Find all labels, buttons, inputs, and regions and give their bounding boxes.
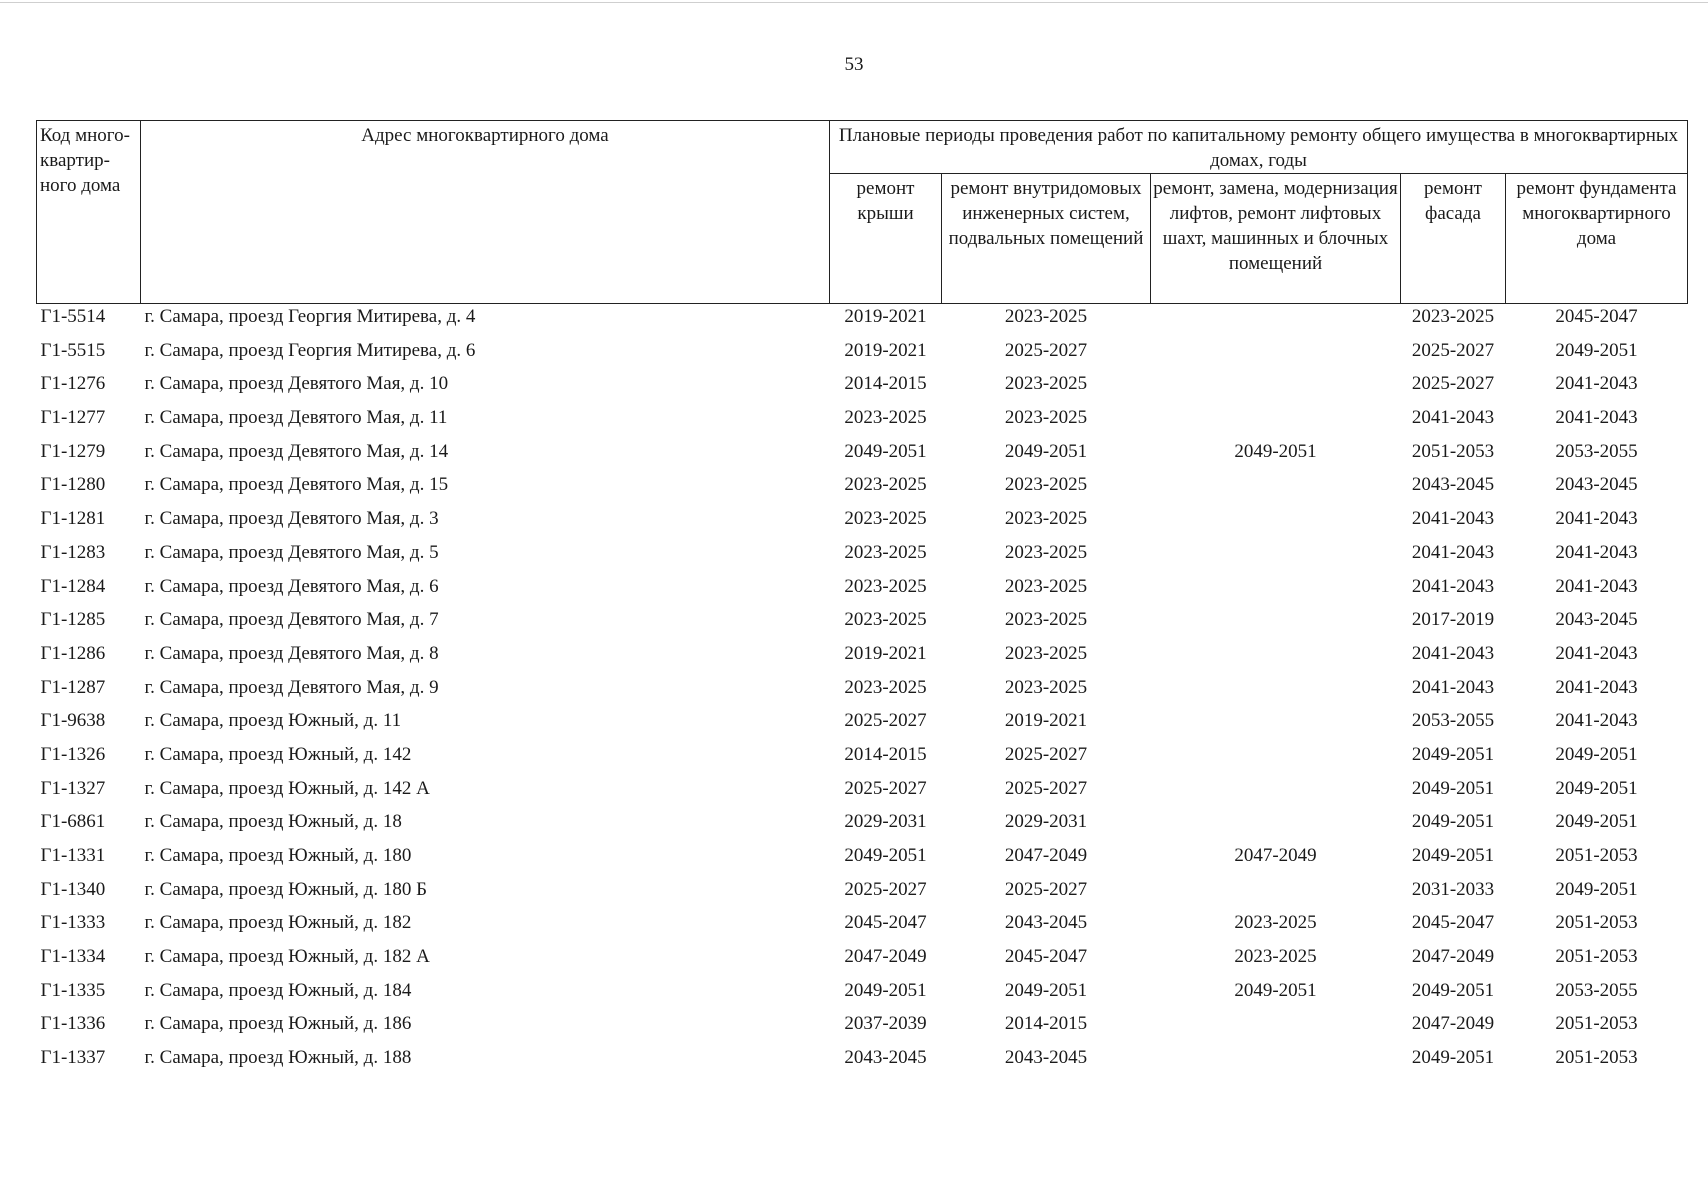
cell-engineering: 2049-2051: [1004, 440, 1088, 462]
cell-elevators: [1151, 742, 1401, 776]
header-elevators: ремонт, замена, модернизация лифтов, ремонт лифтовых шахт, машинных и блочных помещений: [1151, 174, 1401, 304]
cell-roof: 2023-2025: [844, 676, 927, 698]
table-row: [37, 910, 1688, 944]
table-row: [37, 405, 1688, 439]
top-rule: [0, 2, 1708, 3]
cell-facade: 2045-2047: [1411, 912, 1495, 934]
cell-elevators: [1151, 506, 1401, 540]
cell-foundation: 2045-2047: [1555, 306, 1638, 327]
cell-address: г. Самара, проезд Южный, д. 182: [144, 912, 412, 934]
table-row: [37, 540, 1688, 574]
cell-facade: 2041-2043: [1411, 642, 1495, 664]
cell-foundation: 2049-2051: [1555, 878, 1638, 900]
cell-facade: 2041-2043: [1411, 541, 1495, 563]
cell-engineering: 2049-2051: [1004, 979, 1088, 1001]
cell-code: Г1-1277: [40, 407, 106, 429]
cell-engineering: 2023-2025: [1004, 642, 1088, 664]
cell-address: г. Самара, проезд Южный, д. 180: [144, 845, 412, 866]
cell-foundation: 2051-2053: [1555, 1047, 1638, 1069]
cell-foundation: 2041-2043: [1555, 508, 1638, 530]
cell-address: г. Самара, проезд Девятого Мая, д. 10: [144, 373, 449, 395]
table-row: [37, 371, 1688, 405]
cell-code: Г1-1333: [40, 912, 106, 934]
cell-code: Г1-1340: [40, 878, 106, 900]
cell-code: Г1-1276: [40, 373, 106, 395]
cell-foundation: 2041-2043: [1555, 373, 1638, 395]
cell-elevators: [1151, 540, 1401, 574]
table-row: [37, 843, 1688, 877]
cell-roof: 2043-2045: [844, 1047, 927, 1069]
table-row: [37, 742, 1688, 776]
cell-address: г. Самара, проезд Южный, д. 184: [144, 979, 412, 1001]
cell-address: г. Самара, проезд Девятого Мая, д. 9: [144, 676, 439, 698]
cell-code: Г1-1281: [40, 508, 106, 530]
cell-address: г. Самара, проезд Южный, д. 18: [144, 811, 402, 833]
cell-engineering: 2023-2025: [1004, 575, 1088, 597]
cell-address: г. Самара, проезд Девятого Мая, д. 7: [144, 609, 439, 631]
cell-engineering: 2025-2027: [1004, 777, 1088, 799]
cell-engineering: 2025-2027: [1004, 878, 1088, 900]
cell-elevators: 2023-2025: [1234, 946, 1317, 968]
cell-engineering: 2023-2025: [1004, 609, 1088, 631]
cell-address: г. Самара, проезд Южный, д. 182 А: [144, 946, 430, 968]
header-roof: ремонт крыши: [830, 174, 942, 304]
cell-facade: 2025-2027: [1411, 339, 1495, 361]
cell-facade: 2049-2051: [1411, 845, 1495, 866]
cell-foundation: 2041-2043: [1555, 676, 1638, 698]
cell-address: г. Самара, проезд Девятого Мая, д. 15: [144, 474, 449, 496]
cell-engineering: 2043-2045: [1004, 1047, 1088, 1069]
cell-code: Г1-1285: [40, 609, 106, 631]
cell-engineering: 2029-2031: [1004, 811, 1088, 833]
table-row: [37, 776, 1688, 810]
cell-elevators: [1151, 338, 1401, 372]
cell-elevators: [1151, 708, 1401, 742]
header-facade: ремонт фасада: [1401, 174, 1506, 304]
cell-address: г. Самара, проезд Южный, д. 11: [144, 710, 402, 732]
cell-address: г. Самара, проезд Георгия Митирева, д. 6: [144, 339, 476, 361]
header-address: Адрес многоквартирного дома: [141, 121, 830, 304]
table-row: [37, 439, 1688, 473]
cell-facade: 2053-2055: [1411, 710, 1495, 732]
cell-code: Г1-1336: [40, 1013, 106, 1035]
cell-engineering: 2019-2021: [1004, 710, 1088, 732]
cell-facade: 2047-2049: [1411, 1013, 1495, 1035]
cell-roof: 2023-2025: [844, 575, 927, 597]
cell-address: г. Самара, проезд Южный, д. 142: [144, 743, 412, 765]
cell-foundation: 2051-2053: [1555, 912, 1638, 934]
cell-elevators: 2047-2049: [1234, 845, 1317, 866]
cell-facade: 2049-2051: [1411, 1047, 1495, 1069]
cell-facade: 2041-2043: [1411, 575, 1495, 597]
cell-address: г. Самара, проезд Девятого Мая, д. 3: [144, 508, 439, 530]
cell-roof: 2029-2031: [844, 811, 927, 833]
cell-elevators: [1151, 641, 1401, 675]
cell-foundation: 2051-2053: [1555, 845, 1638, 866]
cell-elevators: [1151, 1011, 1401, 1045]
cell-elevators: [1151, 304, 1401, 338]
cell-facade: 2049-2051: [1411, 979, 1495, 1001]
cell-facade: 2049-2051: [1411, 811, 1495, 833]
cell-facade: 2017-2019: [1411, 609, 1495, 631]
table-row: [37, 338, 1688, 372]
cell-elevators: [1151, 405, 1401, 439]
cell-code: Г1-1331: [40, 845, 106, 866]
cell-engineering: 2025-2027: [1004, 743, 1088, 765]
cell-foundation: 2049-2051: [1555, 743, 1638, 765]
header-planned-periods: Плановые периоды проведения работ по капитальному ремонту общего имущества в многоквартирных домах, годы: [830, 121, 1688, 174]
cell-elevators: [1151, 877, 1401, 911]
cell-foundation: 2049-2051: [1555, 339, 1638, 361]
cell-engineering: 2043-2045: [1004, 912, 1088, 934]
cell-engineering: 2023-2025: [1004, 407, 1088, 429]
cell-facade: 2041-2043: [1411, 508, 1495, 530]
cell-roof: 2023-2025: [844, 541, 927, 563]
table-row: [37, 1045, 1688, 1079]
cell-facade: 2041-2043: [1411, 676, 1495, 698]
cell-address: г. Самара, проезд Девятого Мая, д. 14: [144, 440, 449, 462]
cell-elevators: [1151, 675, 1401, 709]
cell-roof: 2045-2047: [844, 912, 927, 934]
table-row: [37, 472, 1688, 506]
cell-foundation: 2041-2043: [1555, 642, 1638, 664]
table-header: [37, 121, 1688, 304]
table-body: [37, 304, 1688, 1079]
cell-elevators: [1151, 607, 1401, 641]
cell-facade: 2031-2033: [1411, 878, 1495, 900]
cell-foundation: 2051-2053: [1555, 1013, 1638, 1035]
table-row: [37, 506, 1688, 540]
cell-engineering: 2045-2047: [1004, 946, 1088, 968]
table-row: [37, 574, 1688, 608]
cell-roof: 2049-2051: [844, 979, 927, 1001]
cell-code: Г1-1279: [40, 440, 106, 462]
cell-code: Г1-1287: [40, 676, 106, 698]
repair-schedule-table: [36, 120, 1688, 1079]
cell-engineering: 2023-2025: [1004, 373, 1088, 395]
cell-roof: 2023-2025: [844, 474, 927, 496]
cell-foundation: 2041-2043: [1555, 710, 1638, 732]
cell-foundation: 2041-2043: [1555, 541, 1638, 563]
cell-roof: 2019-2021: [844, 306, 927, 327]
cell-roof: 2019-2021: [844, 339, 927, 361]
cell-foundation: 2041-2043: [1555, 407, 1638, 429]
cell-elevators: 2049-2051: [1234, 979, 1317, 1001]
cell-foundation: 2049-2051: [1555, 811, 1638, 833]
cell-code: Г1-1326: [40, 743, 106, 765]
cell-address: г. Самара, проезд Девятого Мая, д. 8: [144, 642, 439, 664]
cell-code: Г1-1327: [40, 777, 106, 799]
cell-foundation: 2053-2055: [1555, 979, 1638, 1001]
cell-engineering: 2025-2027: [1004, 339, 1088, 361]
header-row-1: [37, 121, 1688, 174]
header-foundation: ремонт фундамента многоквартирного дома: [1506, 174, 1688, 304]
cell-code: Г1-1283: [40, 541, 106, 563]
cell-address: г. Самара, проезд Южный, д. 142 А: [144, 777, 430, 799]
cell-code: Г1-5514: [40, 306, 106, 327]
cell-engineering: 2023-2025: [1004, 306, 1088, 327]
cell-foundation: 2049-2051: [1555, 777, 1638, 799]
cell-facade: 2025-2027: [1411, 373, 1495, 395]
table-row: [37, 809, 1688, 843]
cell-engineering: 2014-2015: [1004, 1013, 1088, 1035]
cell-foundation: 2041-2043: [1555, 575, 1638, 597]
cell-address: г. Самара, проезд Южный, д. 186: [144, 1013, 412, 1035]
cell-elevators: [1151, 776, 1401, 810]
cell-facade: 2047-2049: [1411, 946, 1495, 968]
table-row: [37, 1011, 1688, 1045]
table-row: [37, 877, 1688, 911]
cell-foundation: 2043-2045: [1555, 474, 1638, 496]
table-row: [37, 607, 1688, 641]
cell-foundation: 2053-2055: [1555, 440, 1638, 462]
cell-roof: 2023-2025: [844, 407, 927, 429]
cell-elevators: [1151, 1045, 1401, 1079]
cell-elevators: [1151, 371, 1401, 405]
cell-engineering: 2023-2025: [1004, 676, 1088, 698]
cell-facade: 2049-2051: [1411, 777, 1495, 799]
cell-address: г. Самара, проезд Южный, д. 188: [144, 1047, 412, 1069]
cell-roof: 2049-2051: [844, 845, 927, 866]
cell-address: г. Самара, проезд Девятого Мая, д. 6: [144, 575, 439, 597]
cell-code: Г1-9638: [40, 710, 106, 732]
cell-code: Г1-1284: [40, 575, 106, 597]
cell-roof: 2014-2015: [844, 743, 927, 765]
cell-elevators: [1151, 472, 1401, 506]
cell-roof: 2014-2015: [844, 373, 927, 395]
cell-code: Г1-1337: [40, 1047, 106, 1069]
cell-code: Г1-1335: [40, 979, 106, 1001]
cell-roof: 2049-2051: [844, 440, 927, 462]
cell-engineering: 2023-2025: [1004, 508, 1088, 530]
cell-elevators: [1151, 574, 1401, 608]
cell-elevators: 2049-2051: [1234, 440, 1317, 462]
cell-elevators: [1151, 809, 1401, 843]
cell-facade: 2041-2043: [1411, 407, 1495, 429]
cell-foundation: 2051-2053: [1555, 946, 1638, 968]
cell-facade: 2051-2053: [1411, 440, 1495, 462]
cell-address: г. Самара, проезд Девятого Мая, д. 11: [144, 407, 448, 429]
cell-engineering: 2023-2025: [1004, 474, 1088, 496]
cell-roof: 2023-2025: [844, 609, 927, 631]
table-row: [37, 708, 1688, 742]
cell-address: г. Самара, проезд Южный, д. 180 Б: [144, 878, 427, 900]
cell-address: г. Самара, проезд Георгия Митирева, д. 4: [144, 306, 476, 327]
cell-code: Г1-1286: [40, 642, 106, 664]
cell-facade: 2043-2045: [1411, 474, 1495, 496]
cell-foundation: 2043-2045: [1555, 609, 1638, 631]
cell-roof: 2047-2049: [844, 946, 927, 968]
cell-roof: 2023-2025: [844, 508, 927, 530]
cell-engineering: 2047-2049: [1004, 845, 1088, 866]
cell-facade: 2023-2025: [1411, 306, 1495, 327]
table-row: [37, 675, 1688, 709]
header-code: Код много-квартир-ного дома: [37, 121, 141, 304]
cell-roof: 2025-2027: [844, 878, 927, 900]
cell-code: Г1-6861: [40, 811, 106, 833]
header-engineering: ремонт внутридомовых инженерных систем, подвальных помещений: [942, 174, 1151, 304]
table-row: [37, 978, 1688, 1012]
cell-roof: 2019-2021: [844, 642, 927, 664]
page-number: 53: [844, 54, 864, 75]
cell-code: Г1-1280: [40, 474, 106, 496]
cell-facade: 2049-2051: [1411, 743, 1495, 765]
table-row: [37, 304, 1688, 338]
cell-roof: 2025-2027: [844, 777, 927, 799]
cell-roof: 2037-2039: [844, 1013, 927, 1035]
cell-roof: 2025-2027: [844, 710, 927, 732]
cell-elevators: 2023-2025: [1234, 912, 1317, 934]
table-row: [37, 641, 1688, 675]
cell-code: Г1-5515: [40, 339, 106, 361]
cell-address: г. Самара, проезд Девятого Мая, д. 5: [144, 541, 439, 563]
table-row: [37, 944, 1688, 978]
cell-engineering: 2023-2025: [1004, 541, 1088, 563]
cell-code: Г1-1334: [40, 946, 106, 968]
